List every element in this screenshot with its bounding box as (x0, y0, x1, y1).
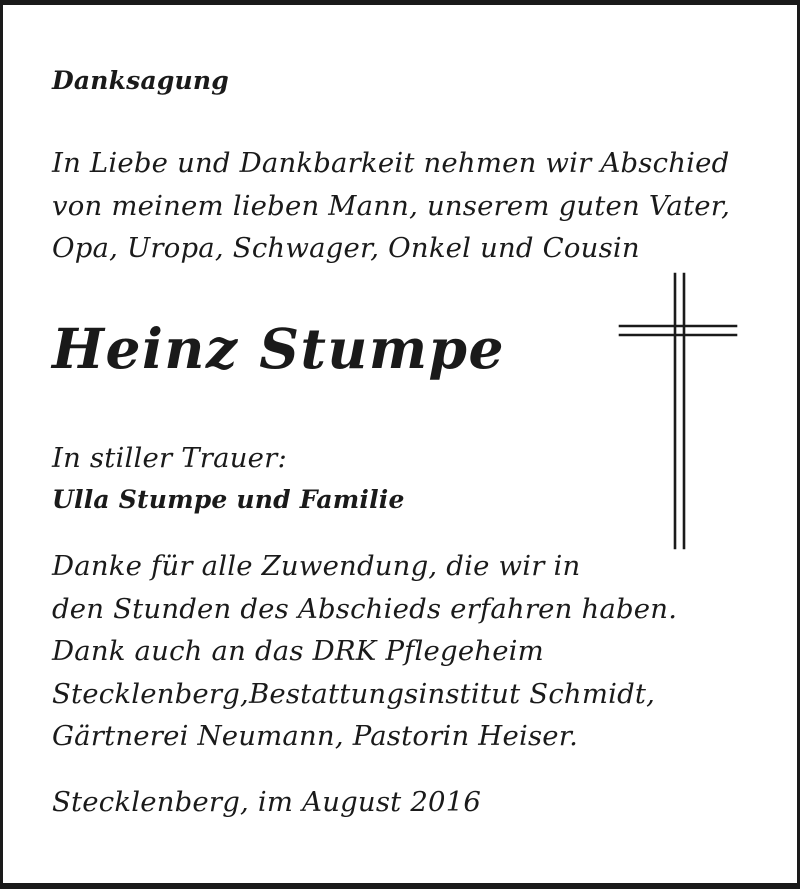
intro-text (52, 142, 730, 270)
closing-line: Stecklenberg,Bestattungsinstitut Schmidt, (52, 677, 656, 710)
intro-line: In Liebe und Dankbarkeit nehmen wir Abschied (52, 147, 730, 179)
notice-heading: Danksagung (52, 66, 229, 95)
closing-line: Dank auch an das DRK Pflegeheim (52, 635, 544, 668)
mourners-block (52, 437, 405, 521)
closing-line: Danke für alle Zuwendung, die wir in (52, 550, 581, 582)
closing-text (52, 545, 677, 758)
deceased-name: Heinz Stumpe (52, 316, 505, 381)
intro-line: von meinem lieben Mann, unserem guten Vater, (52, 189, 731, 222)
intro-line: Opa, Uropa, Schwager, Onkel und Cousin (52, 232, 640, 264)
mourning-label: In stiller Trauer: (52, 442, 287, 474)
mourners-names: Ulla Stumpe und Familie (52, 485, 405, 514)
closing-line: Gärtnerei Neumann, Pastorin Heiser. (52, 720, 579, 753)
closing-line: den Stunden des Abschieds erfahren haben. (52, 592, 678, 625)
place-date: Stecklenberg, im August 2016 (52, 786, 482, 818)
cross-icon (616, 272, 740, 550)
